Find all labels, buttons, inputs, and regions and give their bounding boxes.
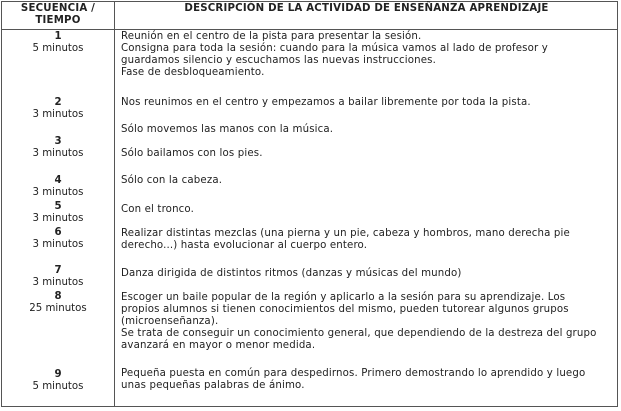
description-line: Sólo con la cabeza. [121, 175, 223, 186]
sequence-number: 8 [54, 291, 62, 302]
description-line: (microenseñanza). [121, 316, 219, 327]
description-cell [121, 204, 611, 216]
sequence-time: 5 minutos [32, 43, 84, 54]
description-line: Sólo bailamos con los pies. [121, 148, 263, 159]
activity-table [1, 1, 618, 407]
sequence-cell [2, 291, 114, 315]
sequence-number: 6 [54, 227, 62, 238]
description-line: avanzará en mayor o menor medida. [121, 340, 316, 351]
sequence-time: 5 minutos [32, 381, 84, 392]
sequence-cell [2, 148, 114, 160]
description-line: Reunión en el centro de la pista para presentar la sesión. [121, 31, 422, 42]
sequence-cell [2, 31, 114, 55]
sequence-cell [2, 97, 114, 121]
description-line: Pequeña puesta en común para despedirnos. Primero demostrando lo aprendido y luego [121, 368, 586, 379]
description-cell [121, 368, 611, 392]
sequence-cell [2, 265, 114, 289]
sequence-number: 2 [54, 97, 62, 108]
description-cell [121, 175, 611, 187]
sequence-cell [2, 175, 114, 199]
description-cell [121, 31, 611, 79]
description-line: Danza dirigida de distintos ritmos (danzas y músicas del mundo) [121, 268, 462, 279]
description-cell [121, 97, 611, 109]
description-line: guardamos silencio y escuchamos las nuevas instrucciones. [121, 55, 437, 66]
sequence-cell [2, 201, 114, 225]
description-cell [121, 268, 611, 280]
sequence-time: 25 minutos [29, 303, 87, 314]
description-cell [121, 148, 611, 160]
sequence-time: 3 minutos [32, 239, 84, 250]
description-line: Sólo movemos las manos con la música. [121, 124, 334, 135]
description-cell [121, 292, 611, 352]
description-cell [121, 124, 611, 136]
description-line: derecho...) hasta evolucionar al cuerpo entero. [121, 240, 368, 251]
header-sequence-label: SECUENCIA / [20, 3, 96, 14]
description-line: Consigna para toda la sesión: cuando para la música vamos al lado de profesor y [121, 43, 548, 54]
description-line: Se trata de conseguir un conocimiento general, que dependiendo de la destreza del grupo [121, 328, 597, 339]
sequence-number: 4 [54, 175, 62, 186]
sequence-number: 1 [54, 31, 62, 42]
sequence-cell [2, 227, 114, 251]
description-line: Realizar distintas mezclas (una pierna y un pie, cabeza y hombros, mano derecha pie [121, 228, 570, 239]
sequence-number: 3 [54, 136, 62, 147]
header-sequence-time [2, 3, 114, 27]
description-line: Fase de desbloqueamiento. [121, 67, 265, 78]
sequence-number: 9 [54, 369, 62, 380]
sequence-number: 7 [54, 265, 62, 276]
header-time-label: TIEMPO [35, 15, 81, 26]
sequence-time: 3 minutos [32, 277, 84, 288]
sequence-cell [2, 369, 114, 393]
table-header [2, 2, 617, 30]
description-line: Escoger un baile popular de la región y aplicarlo a la sesión para su aprendizaje. Los [121, 292, 566, 303]
sequence-time: 3 minutos [32, 213, 84, 224]
sequence-number: 5 [54, 201, 62, 212]
sequence-cell [2, 136, 114, 148]
description-line: Con el tronco. [121, 204, 195, 215]
sequence-time: 3 minutos [32, 109, 84, 120]
sequence-time: 3 minutos [32, 148, 84, 159]
column-divider [114, 2, 115, 406]
header-description-label: DESCRIPCIÓN DE LA ACTIVIDAD DE ENSEÑANZA APRENDIZAJE [184, 3, 549, 14]
description-line: Nos reunimos en el centro y empezamos a bailar libremente por toda la pista. [121, 97, 531, 108]
sequence-time: 3 minutos [32, 187, 84, 198]
description-line: unas pequeñas palabras de ánimo. [121, 380, 305, 391]
description-line: propios alumnos si tienen conocimientos del mismo, pueden tutorear algunos grupos [121, 304, 569, 315]
description-cell [121, 228, 611, 252]
